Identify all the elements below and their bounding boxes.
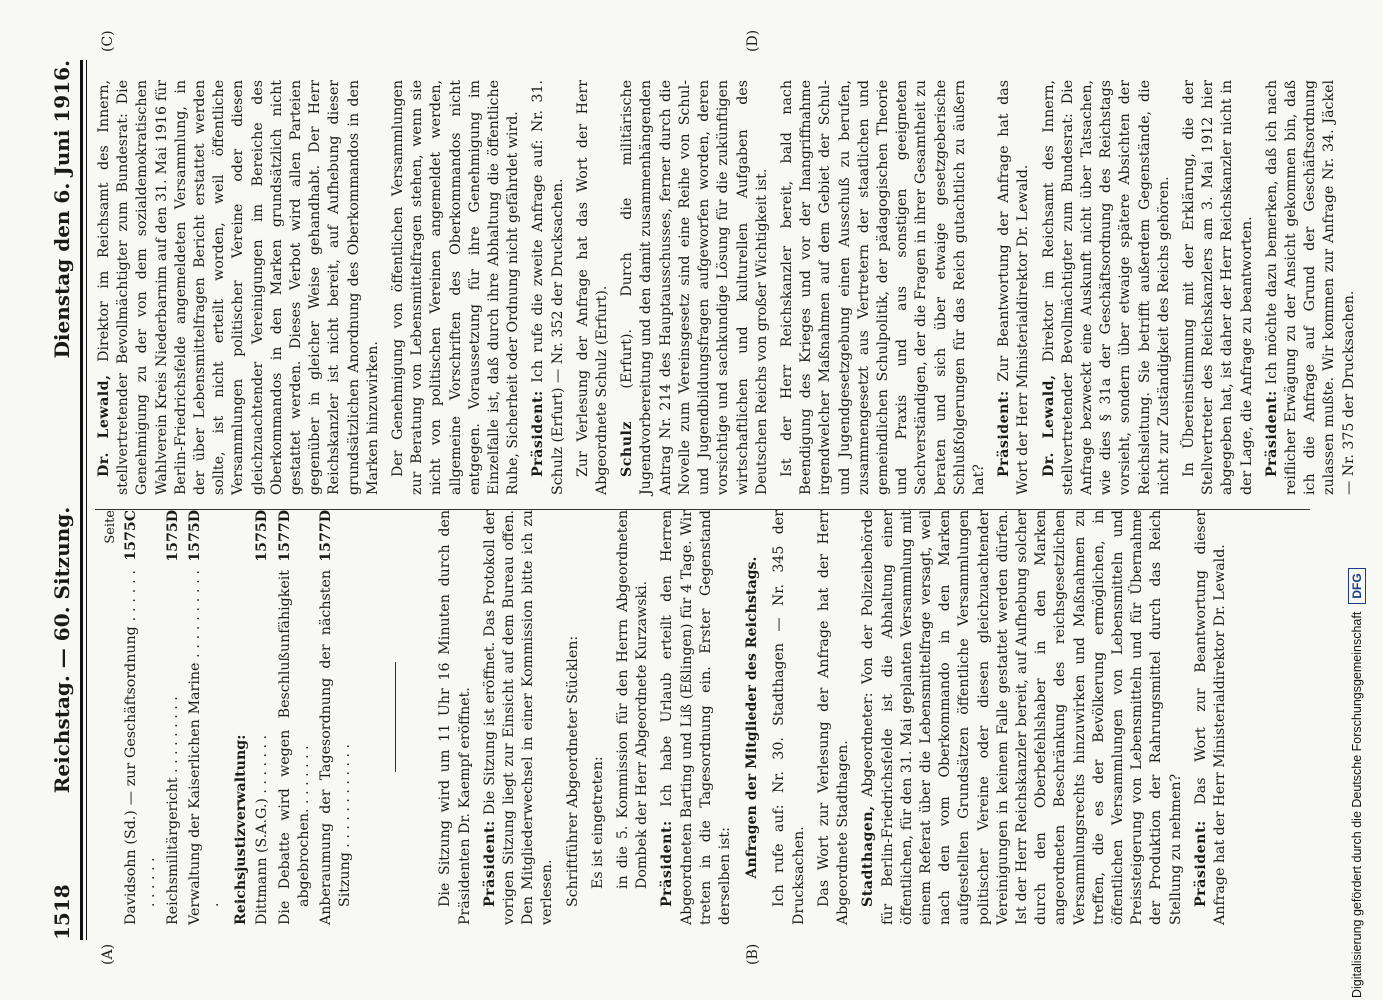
opening-paragraph: Die Sitzung wird um 11 Uhr 16 Minuten durch den Präsidenten Dr. Kaempf eröffnet. [437,510,473,925]
secretary-line: Es ist eingetreten: [589,756,606,889]
header-rule-thin [86,60,87,940]
toc-entry-text: Anberaumung der Tagesordnung der nächsten Sitzung . . . . . . . . . . . . [318,570,354,925]
page-header [50,60,80,940]
page-number: 1518 [50,884,74,940]
secretary-line: in die 5. Kommission für den Herrn Abgeordneten Dombek der Herr Abgeordnete Kurzawski. [615,510,651,889]
speaker-name: Präsident: [530,390,547,477]
speech-paragraph [1040,80,1174,495]
margin-marker-d: (D) [745,29,761,52]
body-paragraph: Der Genehmigung von öffentlichen Versammlungen zur Beratung von Lebensmittelfragen stehen, wenn sie nicht von politischen Vereinen angemeldet werden, allgemeine Vorschriften des Oberkommandos nicht entgegen. Voraussetzung für ihre Genehmigung im Einzelfalle ist, daß durch ihre Abhaltung die öffentliche Ruhe, Sicherheit oder Ordnung nicht gefährdet wird. [390,80,522,495]
speech-paragraph [95,80,383,495]
speech-text: Zur Beantwortung der Anfrage hat das Wort der Herr Ministerialdirektor Dr. Lewald. [996,79,1032,495]
toc-entry-text: Verwaltung der Kaiserlichen Marine . . . . . . . . . . . [186,570,223,925]
speech-text: Ich rufe die zweite Anfrage auf: Nr. 31. Schulz (Erfurt) — Nr. 352 der Drucksachen. [530,80,566,495]
speech-paragraph [1263,80,1359,495]
body-paragraph: Ich rufe auf: Nr. 30. Stadthagen — Nr. 345 der Drucksachen. [771,510,807,925]
session-title: Reichstag. — 60. Sitzung. [50,506,74,794]
speaker-name: Präsident: [1192,820,1209,907]
toc-entry-text: Reichsmilitärgericht . . . . . . . . . [164,696,181,925]
speaker-name: Dr. Lewald, [1040,374,1057,477]
header-rule [80,60,83,940]
speaker-name: Präsident: [481,820,498,907]
body-paragraph: Zur Verlesung der Anfrage hat das Wort der Herr Abgeordnete Schulz (Erfurt). [574,80,611,495]
body-paragraph: Das Wort zur Verlesung der Anfrage hat der Herr Abgeordnete Stadthagen. [815,510,852,925]
dfg-logo-icon: DFG [1348,568,1366,603]
toc-row [186,510,224,925]
speech-paragraph [859,510,1185,925]
toc-row [317,510,355,925]
speech-paragraph [618,80,772,495]
section-separator [395,663,396,773]
speaker-name: Schulz [619,421,636,477]
toc-row [253,510,272,925]
left-column [95,510,1315,925]
toc-category: Reichsjustizverwaltung: [233,734,250,925]
margin-marker-c: (C) [100,30,116,52]
right-column [95,79,1357,495]
digitization-credit [1347,278,1367,998]
margin-marker-a: (A) [100,943,116,965]
body-paragraph: Ist der Herr Reichskanzler bereit, bald nach Beendigung des Krieges und vor der Inangriffnahme irgendwelcher Maßnahmen auf dem Gebiet der Schul- und Jugendgesetzgebung einen Ausschuß zu berufen, zusammengesetzt aus Vertretern der staatlichen und gemeindlichen Schulpolitik, der pädagogischen Theorie und Praxis und aus sonstigen geeigneten Sachverständigen, der die Fragen in ihrer Gesamtheit zu beraten und sich über etwaige gesetzgeberische Schlußfolgerungen für das Reich gutachtlich zu äußern hat? [778,80,987,495]
speech-paragraph [529,80,567,495]
speaker-name: Präsident: [996,390,1013,477]
speech-paragraph [995,80,1033,495]
speech-text: Ich habe Urlaub erteilt den Herren Abgeordneten Barting und Liß (Eßlingen) für 4 Tage. Wir treten in die Tagesordnung ein. Erster Gegenstand derselben ist: [659,510,734,925]
toc-entry-text: Die Debatte wird wegen Beschlußunfähigkeit abgebrochen. . . . . . . . [276,570,312,925]
speech-text: Ich möchte dazu bemerken, daß ich nach reiflicher Erwägung zu der Ansicht gekommen bin, daß ich die Anfrage auf Grund der Geschäftsordnung zulassen mußte. Wir kommen zur Anfrage Nr. 34. Jäckel — Nr. 375 der Drucksachen. [1263,80,1357,495]
digitization-credit-text: Digitalisierung gefördert durch die Deutsche Forschungsgemeinschaft [1350,611,1364,998]
agenda-heading: Anfragen der Mitglieder des Reichstags. [744,556,761,879]
speech-text: Das Wort zur Beantwortung dieser Anfrage hat der Herr Ministerialdirektor Dr. Lewald. [1192,510,1228,925]
toc-seite-label: Seite [103,510,118,544]
toc-entry-page: 1577D [276,510,293,562]
secretary-line: Schriftführer Abgeordneter Stücklen: [564,635,581,907]
speech-paragraph [1192,510,1230,925]
speech-text: Direktor im Reichsamt des Innern, stellvertretender Bevollmächtigter zum Bundesrat: Die Genehmigung zu der von dem sozialdemokratischen Wahlverein Kreis Niederbarnim auf den 31. Mai 1916 für Berlin-Friedrichsfelde angemeldeten Versammlung, in der über Lebensmittelfragen Bericht erstattet werden sollte, ist nicht erteilt worden, weil öffentliche Versammlungen politischer Vereine oder diesen gleichzuachtender Vereinigungen im Bereiche des Oberkommandos in den Marken grundsätzlich nicht gestattet werden. Dieses Verbot wird allen Parteien gegenüber in gleicher Weise gehandhabt. Der Herr Reichskanzler ist nicht bereit, auf Aufhebung dieser grundsätzlichen Anordnung des Oberkommandos in den Marken hinzuwirken. [96,80,381,495]
toc-entry-page: 1575D [186,510,203,562]
toc-entry-page: 1575D [254,510,271,562]
toc-entry-page: 1575D [164,510,181,562]
toc-entry-text: Dittmann (S.A.G.) . . . . . . . [254,734,271,925]
speech-paragraph [658,510,735,925]
margin-marker-b: (B) [745,943,761,965]
speech-text: (Erfurt). Durch die militärische Jugendvorbereitung und den damit zusammenhängenden Antrag Nr. 214 des Hauptausschusses, ferner durch die Novelle zum Vereinsgesetz sind eine Reihe von Schul- und Jugendbildungsfragen aufgeworfen worden, deren vorsichtige und sachkundige Lösung für die zukünftigen wirtschaftlichen und kulturellen Aufgaben des Deutschen Reichs von großer Wichtigkeit ist. [619,80,770,495]
speaker-name: Dr. Lewald, [96,374,112,477]
body-paragraph: In Übereinstimmung mit der Erklärung, die der Stellvertreter des Reichskanzlers am 3. Mai 1912 hier abgegeben hat, ist daher der Herr Reichskanzler nicht in der Lage, die Anfrage zu beantworten. [1180,80,1255,495]
speech-text: Die Sitzung ist eröffnet. Das Protokoll der vorigen Sitzung liegt zur Einsicht auf dem Bureau offen. Den Mitgliederwechsel in einer Kommission bitte ich zu verlesen. [481,509,556,925]
speaker-name: Stadthagen, [860,805,877,907]
speaker-name: Präsident: [1263,390,1280,477]
speaker-name: Präsident: [659,820,676,907]
toc-entry-page: 1575C [123,510,140,561]
toc-row [122,510,160,925]
speech-text: Abgeordneter: Von der Polizeibehörde für Berlin-Friedrichsfelde ist die Abhaltung einer öffentlichen, für den 31. Mai geplanten Versammlung mit einem Referat über die Lebensmittelfrage versagt, weil nach den vom Oberkommando in den Marken aufgestellten Grundsätzen öffentliche Versammlungen politischer Vereine oder diesen gleichzuachtender Vereinigungen in keinem Falle gestattet werden dürfen. Ist der Herr Reichskanzler bereit, auf Aufhebung solcher durch den Oberbefehlshaber in den Marken angeordneten Beschränkung des reichsgesetzlichen Versammlungsrechts hinzuwirken und Maßnahmen zu treffen, die es der Bevölkerung ermöglichen, in öffentlichen Versammlungen von Lebensmitteln und Preissteigerung von Lebensmitteln und für Übernahme der Produktion der Rahrungsmittel durch das Reich Stellung zu nehmen? [860,510,1184,925]
toc-row [276,510,314,925]
toc-row [164,510,183,925]
toc-entry-text: Davidsohn (Sd.) — zur Geschäftsordnung . . . . . . . . . . . . [123,570,159,925]
speech-paragraph [481,510,558,925]
speech-text: Direktor im Reichsamt des Innern, stellvertretender Bevollmächtigter zum Bundesrat: Die Anfrage bezweckt eine Auskunft nicht über Tatsachen, wie dies § 31a der Geschäftsordnung des Reichstags vorsieht, sondern über etwaige spätere Absichten der Reichsleitung. Sie betrifft außerdem Gegenstände, die nicht zur Zuständigkeit des Reichs gehören. [1040,80,1172,495]
session-date: Dienstag den 6. Juni 1916. [50,60,74,359]
toc-entry-page: 1577D [318,510,335,562]
